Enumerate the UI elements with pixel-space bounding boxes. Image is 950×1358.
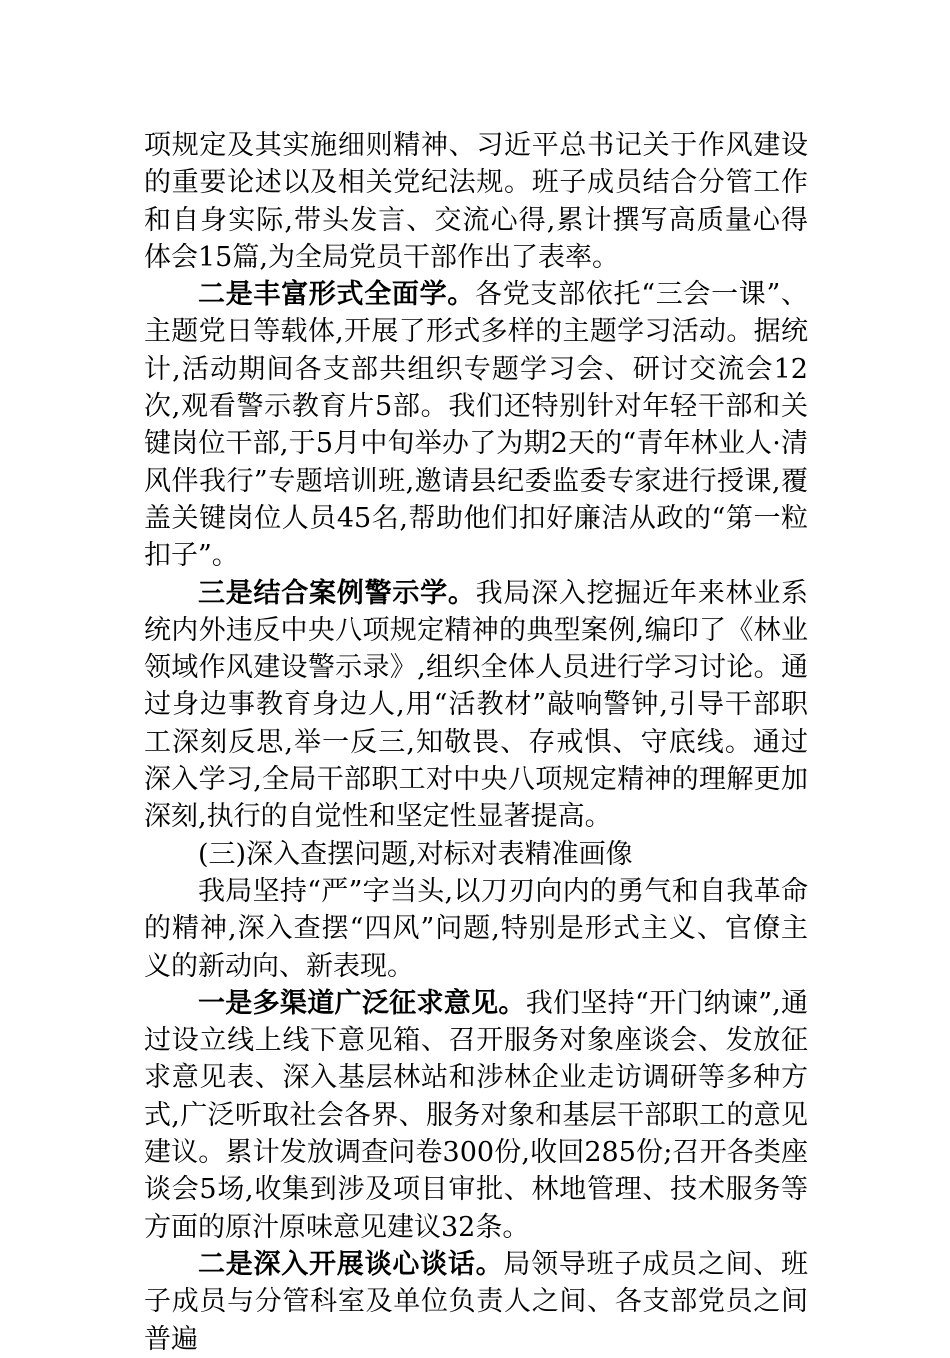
document-body (144, 127, 808, 1358)
paragraph-text: 项规定及其实施细则精神、习近平总书记关于作风建设的重要论述以及相关党纪法规。班子成员结合分管工作和自身实际,带头发言、交流心得,累计撰写高质量心得体会15篇,为全局党员干部作出了表率。 (144, 130, 808, 273)
paragraph-lead-heading: 二是丰富形式全面学。 (198, 279, 475, 311)
paragraph-text: 各党支部依托“三会一课”、主题党日等载体,开展了形式多样的主题学习活动。据统计,活动期间各支部共组织专题学习会、研讨交流会12次,观看警示教育片5部。我们还特别针对年轻干部和关键岗位干部,于5月中旬举办了为期2天的“青年林业人·清风伴我行”专题培训班,邀请县纪委监委专家进行授课,覆盖关键岗位人员45名,帮助他们扣好廉洁从政的“第一粒扣子”。 (144, 279, 809, 572)
paragraph-text: 局领导班子成员之间、班子成员与分管科室及单位负责人之间、各支部党员之间普遍 (144, 1248, 809, 1355)
paragraph-section-intro (144, 873, 808, 985)
paragraph-heart-to-heart (144, 1246, 808, 1358)
section-heading (144, 836, 808, 873)
paragraph-text: 我们坚持“开门纳谏”,通过设立线上线下意见箱、召开服务对象座谈会、发放征求意见表、深入基层林站和涉林企业走访调研等多种方式,广泛听取社会各界、服务对象和基层干部职工的意见建议。累计发放调查问卷300份,收回285份;召开各类座谈会5场,收集到涉及项目审批、林地管理、技术服务等方面的原汁原味意见建议32条。 (144, 987, 808, 1243)
paragraph-continuation (144, 127, 808, 276)
paragraph-case-warning (144, 575, 808, 836)
paragraph-solicit-opinions (144, 985, 808, 1246)
section-heading-text: (三)深入查摆问题,对标对表精准画像 (198, 838, 633, 870)
paragraph-study-forms (144, 276, 808, 574)
paragraph-text: 我局深入挖掘近年来林业系统内外违反中央八项规定精神的典型案例,编印了《林业领域作风建设警示录》,组织全体人员进行学习讨论。通过身边事教育身边人,用“活教材”敲响警钟,引导干部职工深刻反思,举一反三,知敬畏、存戒惧、守底线。通过深入学习,全局干部职工对中央八项规定精神的理解更加深刻,执行的自觉性和坚定性显著提高。 (144, 577, 809, 833)
paragraph-lead-heading: 三是结合案例警示学。 (198, 577, 476, 609)
paragraph-lead-heading: 二是深入开展谈心谈话。 (198, 1248, 504, 1280)
paragraph-text: 我局坚持“严”字当头,以刀刃向内的勇气和自我革命的精神,深入查摆“四风”问题,特别是形式主义、官僚主义的新动向、新表现。 (144, 875, 808, 982)
paragraph-lead-heading: 一是多渠道广泛征求意见。 (198, 987, 526, 1019)
